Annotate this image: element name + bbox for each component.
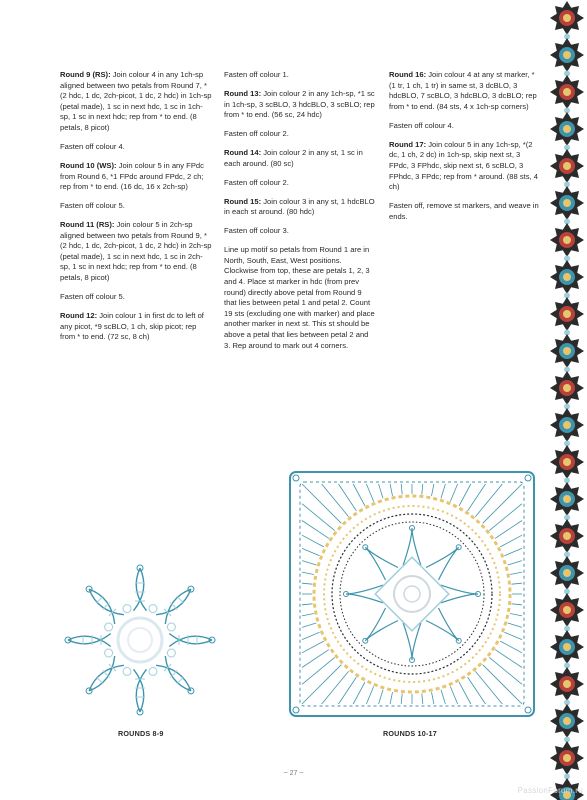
instruction-text: Fasten off colour 5. bbox=[60, 201, 125, 211]
instruction-paragraph bbox=[224, 89, 376, 121]
watermark: PassionForum.ru bbox=[517, 786, 583, 795]
instruction-text: Fasten off colour 4. bbox=[389, 120, 454, 130]
instruction-text: Join colour 3 in any st, 1 hdcBLO in each st around. (80 hdc) bbox=[224, 196, 375, 217]
instruction-text: Fasten off colour 5. bbox=[60, 292, 125, 302]
chart-diagram-rounds-10-17 bbox=[284, 466, 540, 722]
caption-rounds-10-17: ROUNDS 10-17 bbox=[383, 729, 437, 738]
instruction-text: Fasten off, remove st markers, and weave in ends. bbox=[389, 201, 539, 221]
text-column-1 bbox=[60, 70, 212, 351]
instruction-paragraph bbox=[60, 220, 212, 284]
instruction-text: Fasten off colour 3. bbox=[224, 226, 289, 236]
instruction-paragraph bbox=[389, 70, 541, 112]
instruction-paragraph bbox=[224, 148, 376, 169]
round-label: Round 15: bbox=[224, 196, 262, 206]
instruction-text: Join colour 5 in 2ch-sp aligned between two petals from Round 9, *(2 hdc, 1 dc, 2ch-picot, 1 dc, 2 hdc) in 2ch-sp (petal made), 1 sc in next hdc, 1 sc in 2ch-sp, 1 sc in next hdc; rep from * to end. (8 petals, 8 picot) bbox=[60, 220, 212, 283]
instruction-text: Join colour 1 in first dc to left of any picot, *9 scBLO, 1 ch, skip picot; rep from * to end. (72 sc, 8 ch) bbox=[60, 311, 204, 342]
page-number: ~ 27 ~ bbox=[283, 770, 304, 777]
instruction-paragraph bbox=[224, 197, 376, 218]
round-label: Round 14: bbox=[224, 148, 262, 158]
round-label: Round 16: bbox=[389, 70, 427, 79]
instruction-paragraph bbox=[389, 201, 541, 222]
instruction-text: Line up motif so petals from Round 1 are in North, South, East, West positions. Clockwise from top, these are petals 1, 2, 3 and 4. Place st marker in hdc (from prev round) directly above petal from Round 9 that lies between petal 1 and petal 2. Count 19 sts (excluding one with marker) and place another marker in next st. This st should be above a petal that lies between petal 2 and 3. Rep around to mark out 4 corners. bbox=[224, 245, 375, 350]
chart-diagram-rounds-8-9 bbox=[60, 560, 220, 720]
instruction-text: Join colour 5 in any 1ch-sp, *(2 dc, 1 ch, 2 dc) in 1ch-sp, skip next st, 3 FPdc, 3 FPhdc, skip next st, 6 scBLO, 3 FPhdc, 3 FPdc; rep from * around. (88 sts, 4 ch) bbox=[389, 139, 538, 192]
round-label: Round 11 (RS): bbox=[60, 220, 115, 230]
instruction-text: Fasten off colour 2. bbox=[224, 177, 289, 187]
instruction-paragraph bbox=[60, 311, 212, 343]
caption-rounds-8-9: ROUNDS 8-9 bbox=[118, 729, 164, 738]
instruction-text: Join colour 2 in any 1ch-sp, *1 sc in 1ch-sp, 3 scBLO, 3 hdcBLO, 3 scBLO; rep from * to end. (56 sc, 24 hdc) bbox=[224, 88, 375, 120]
round-label: Round 13: bbox=[224, 88, 262, 98]
instruction-text: Join colour 2 in any st, 1 sc in each around. (80 sc) bbox=[224, 148, 363, 168]
instruction-text: Fasten off colour 4. bbox=[60, 141, 125, 151]
instruction-paragraph bbox=[224, 70, 376, 81]
round-label: Round 10 (WS): bbox=[60, 160, 117, 170]
instruction-paragraph bbox=[224, 178, 376, 189]
instruction-paragraph bbox=[224, 226, 376, 237]
instruction-text: Fasten off colour 1. bbox=[224, 70, 289, 79]
instruction-paragraph bbox=[389, 121, 541, 132]
round-label: Round 17: bbox=[389, 139, 427, 149]
text-column-2 bbox=[224, 70, 376, 360]
instruction-text: Join colour 4 in any 1ch-sp aligned between two petals from Round 7, *(2 hdc, 1 dc, 2ch-picot, 1 dc, 2 hdc) in 1ch-sp (petal made), 1 sc in next hdc, 1 sc in 1ch-sp, 1 sc in next hdc; rep from * to end. (8 petals, 8 picot) bbox=[60, 70, 212, 132]
round-label: Round 12: bbox=[60, 311, 98, 321]
instruction-paragraph bbox=[224, 245, 376, 351]
instruction-text: Join colour 4 at any st marker, *(1 tr, 1 ch, 1 tr) in same st, 3 dcBLO, 3 hdcBLO, 7 scBLO, 3 hdcBLO, 3 dcBLO; rep from * to end. (84 sts, 4 x 1ch-sp corners) bbox=[389, 70, 537, 111]
instruction-paragraph bbox=[60, 201, 212, 212]
decorative-border bbox=[543, 0, 587, 800]
instruction-text: Join colour 5 in any FPdc from Round 6, *1 FPdc around FPdc, 2 ch; rep from * to end. (16 dc, 16 x 2ch-sp) bbox=[60, 160, 204, 192]
text-column-3 bbox=[389, 70, 541, 231]
instruction-paragraph bbox=[60, 161, 212, 193]
round-label: Round 9 (RS): bbox=[60, 70, 111, 79]
instruction-paragraph bbox=[389, 140, 541, 193]
instruction-text: Fasten off colour 2. bbox=[224, 129, 289, 139]
instruction-paragraph bbox=[224, 129, 376, 140]
instruction-paragraph bbox=[60, 70, 212, 134]
instruction-paragraph bbox=[60, 292, 212, 303]
instruction-paragraph bbox=[60, 142, 212, 153]
